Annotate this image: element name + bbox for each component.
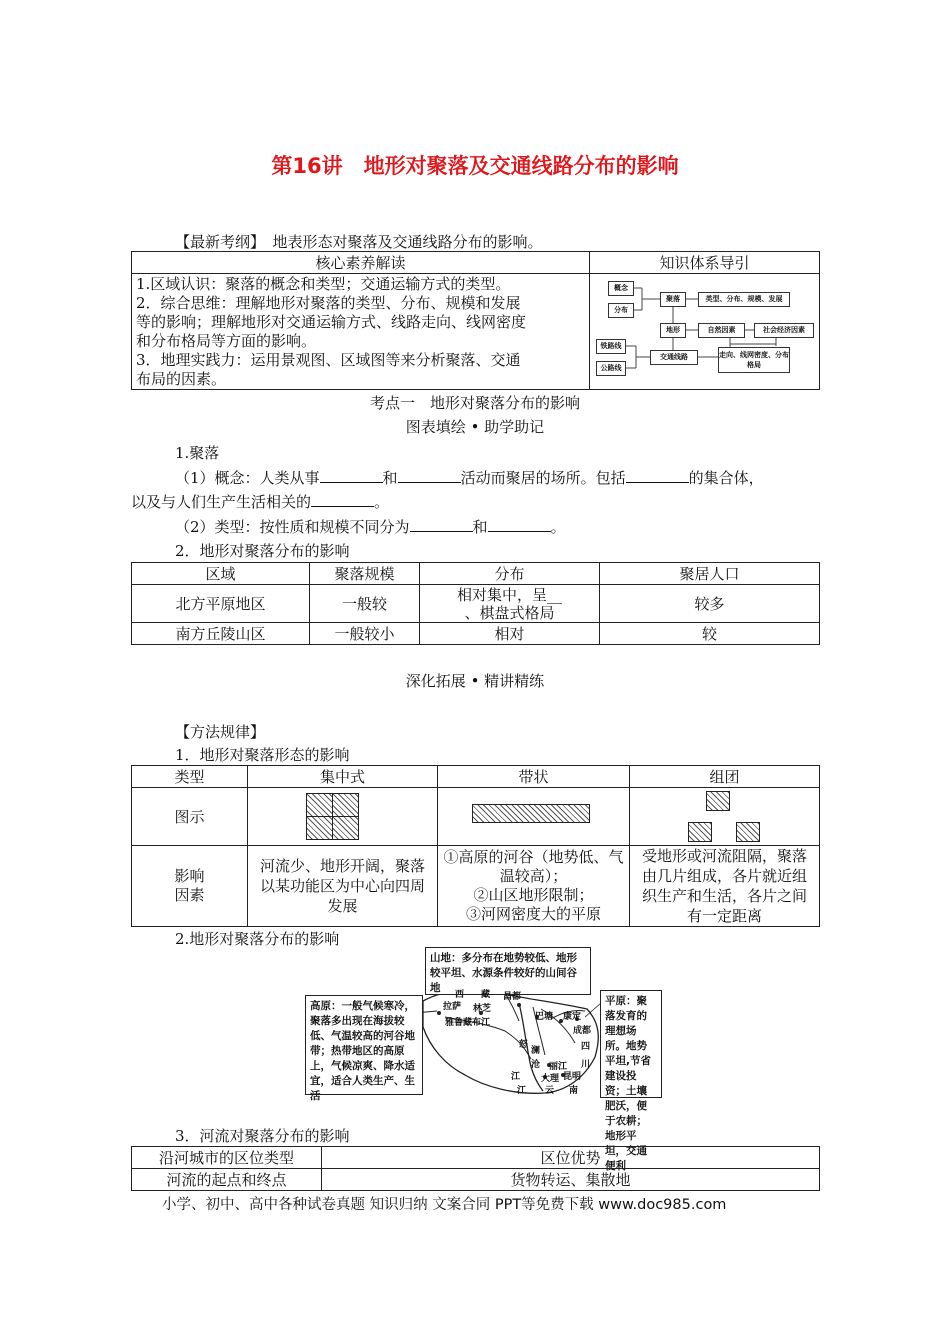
text: （1）概念：人类从事 <box>175 469 320 487</box>
map-label: 沧 <box>531 1060 541 1070</box>
hatch-block <box>332 816 359 840</box>
diagram-settlement: 聚落 <box>660 292 686 307</box>
cell: 北方平原地区 <box>132 585 310 623</box>
text: 和 <box>382 469 398 487</box>
text: ①高原的河谷（地势低、气温较高）； <box>443 848 624 885</box>
hatch-block <box>306 816 333 840</box>
page-title: 第16讲 地形对聚落及交通线路分布的影响 <box>271 154 679 178</box>
diagram-railway: 铁路线 <box>596 339 626 354</box>
diagram-direction: 走向、线网密度、分布格局 <box>718 347 790 373</box>
text: 的集合体， <box>688 469 764 487</box>
type-line <box>175 516 566 537</box>
map-note-mountain: 山地：多分布在地势较低、地形较平坦、水源条件较好的山间谷地 <box>425 947 591 995</box>
subheading-1: 图表填绘 • 助学助记 <box>405 418 545 436</box>
hatch-belt <box>472 804 590 823</box>
concept-line-2 <box>131 491 389 512</box>
concept-line <box>175 467 764 488</box>
diagram-type: 类型、分布、规模、发展 <box>698 292 790 307</box>
text: 和 <box>472 518 488 536</box>
map-label: 昆明 <box>563 1072 582 1082</box>
map-label: 西 <box>455 990 465 1000</box>
diagram-socioeconomic: 社会经济因素 <box>754 323 814 338</box>
diagram-concept: 概念 <box>608 281 634 296</box>
method-item-3: 3．河流对聚落分布的影响 <box>175 1127 350 1145</box>
text: 活动而聚居的场所。包括 <box>460 469 626 487</box>
text: （2）类型：按性质和规模不同分为 <box>175 518 410 536</box>
hatch-block <box>706 791 730 811</box>
blank-1 <box>320 468 383 483</box>
outline: 【最新考纲】 地表形态对聚落及交通线路分布的影响。 <box>175 233 543 251</box>
core-line: 3．地理实践力：运用景观图、区域图等来分析聚落、交通 <box>136 351 521 369</box>
core-header-1: 核心素养解读 <box>132 252 590 274</box>
method-item-2: 2.地形对聚落分布的影响 <box>175 930 340 948</box>
settlement-table <box>131 562 820 645</box>
text: 以及与人们生产生活相关的 <box>131 493 312 511</box>
cell: 河流的起点和终点 <box>132 1169 322 1191</box>
diagram-terrain: 地形 <box>660 323 686 338</box>
cell: 较多 <box>600 585 820 623</box>
hatch-block <box>688 822 712 842</box>
core-content <box>132 274 590 390</box>
cell: 相对 <box>420 623 600 645</box>
core-line: 布局的因素。 <box>136 370 227 388</box>
map-label: 大理 <box>541 1074 560 1084</box>
river-table <box>131 1146 820 1191</box>
text: 、棋盘式格局 <box>464 603 555 622</box>
th: 集中式 <box>248 766 438 788</box>
map-label: 雅鲁藏布江 <box>445 1018 491 1028</box>
blank-2 <box>398 468 461 483</box>
th: 类型 <box>132 766 248 788</box>
th: 区域 <box>132 563 310 585</box>
th: 沿河城市的区位类型 <box>132 1147 322 1169</box>
img-concentrated <box>248 788 438 846</box>
th: 带状 <box>438 766 630 788</box>
factor-concentrated: 河流少、地形开阔，聚落以某功能区为中心向四周发展 <box>248 846 438 927</box>
factor-belt <box>438 846 630 927</box>
img-cluster <box>630 788 820 846</box>
core-header-2: 知识体系导引 <box>590 252 820 274</box>
blank-5 <box>410 517 473 532</box>
item-2: 2．地形对聚落分布的影响 <box>175 542 350 560</box>
core-line: 和分布格局等方面的影响。 <box>136 332 317 350</box>
th: 组团 <box>630 766 820 788</box>
map-label: 成都 <box>573 1026 592 1036</box>
map-label: 川 <box>581 1060 591 1070</box>
th: 聚居人口 <box>600 563 820 585</box>
hatch-block <box>332 793 359 817</box>
hatch-block <box>736 822 760 842</box>
map-label: 南 <box>569 1086 579 1096</box>
blank-6 <box>488 517 551 532</box>
map-note-plateau: 高原：一般气候寒冷，聚落多出现在海拔较低、气温较高的河谷地带；热带地区的高原上，气候凉爽、降水适宜，适合人类生产、生活 <box>305 995 423 1095</box>
text: 。 <box>550 518 566 536</box>
map-label: 昌都 <box>503 992 522 1002</box>
cell: 南方丘陵山区 <box>132 623 310 645</box>
core-line: 2．综合思维：理解地形对聚落的类型、分布、规模和发展 <box>136 294 521 312</box>
cell: 一般较 <box>310 585 420 623</box>
map-label: 怒 <box>519 1040 529 1050</box>
map-label: 江 <box>517 1086 527 1096</box>
map-label: 拉萨 <box>443 1002 462 1012</box>
section-heading-1: 考点一 地形对聚落分布的影响 <box>369 394 580 412</box>
row-label-image: 图示 <box>132 788 248 846</box>
hatch-block <box>306 793 333 817</box>
map-label: 康定 <box>563 1012 582 1022</box>
text: ②山区地形限制； <box>473 886 594 904</box>
core-line: 1.区域认识：聚落的概念和类型；交通运输方式的类型。 <box>136 275 511 293</box>
text: 相对集中，呈__ <box>456 585 562 604</box>
map-label: 澜 <box>531 1046 541 1056</box>
text: ③河网密度大的平原 <box>465 905 601 923</box>
diagram-distribution: 分布 <box>608 303 634 318</box>
row-label-factor <box>132 846 248 927</box>
img-belt <box>438 788 630 846</box>
form-table <box>131 765 820 927</box>
factor-cluster: 受地形或河流阻隔，聚落由几片组成，各片就近组织生产和生活，各片之间有一定距离 <box>630 846 820 927</box>
cell: 货物转运、集散地 <box>322 1169 820 1191</box>
core-table <box>131 251 820 390</box>
text: 。 <box>374 493 390 511</box>
blank-4 <box>311 492 374 507</box>
cell: 较 <box>600 623 820 645</box>
th: 聚落规模 <box>310 563 420 585</box>
cell: 一般较小 <box>310 623 420 645</box>
cell <box>420 585 600 623</box>
map-label: 藏 <box>481 990 491 1000</box>
knowledge-diagram <box>590 274 820 390</box>
map-label: 林芝 <box>473 1004 492 1014</box>
th: 分布 <box>420 563 600 585</box>
blank-3 <box>626 468 689 483</box>
map-note-plain: 平原：聚落发育的理想场所。地势平坦,节省建设投资；土壤肥沃，便于农耕；地形平坦，交通便利 <box>600 990 662 1098</box>
th: 区位优势 <box>322 1147 820 1169</box>
map-label: 四 <box>581 1042 591 1052</box>
diagram-natural: 自然因素 <box>698 323 745 338</box>
text: 影响因素 <box>174 867 205 904</box>
map-label: 巴塘 <box>535 1012 554 1022</box>
map-label: 云 <box>545 1086 555 1096</box>
diagram-road: 公路线 <box>596 361 626 376</box>
map-label: 江 <box>511 1072 521 1082</box>
map-label: 丽江 <box>549 1062 568 1072</box>
diagram-traffic: 交通线路 <box>650 350 698 365</box>
core-line: 等的影响；理解地形对交通运输方式、线路走向、线网密度 <box>136 313 527 331</box>
subheading-2: 深化拓展 • 精讲精练 <box>405 672 545 690</box>
footer: 小学、初中、高中各种试卷真题 知识归纳 文案合同 PPT等免费下载 www.doc985.com <box>162 1197 727 1213</box>
method-item-1: 1．地形对聚落形态的影响 <box>175 746 350 764</box>
method-heading: 【方法规律】 <box>175 723 266 741</box>
item-1: 1.聚落 <box>175 444 220 462</box>
